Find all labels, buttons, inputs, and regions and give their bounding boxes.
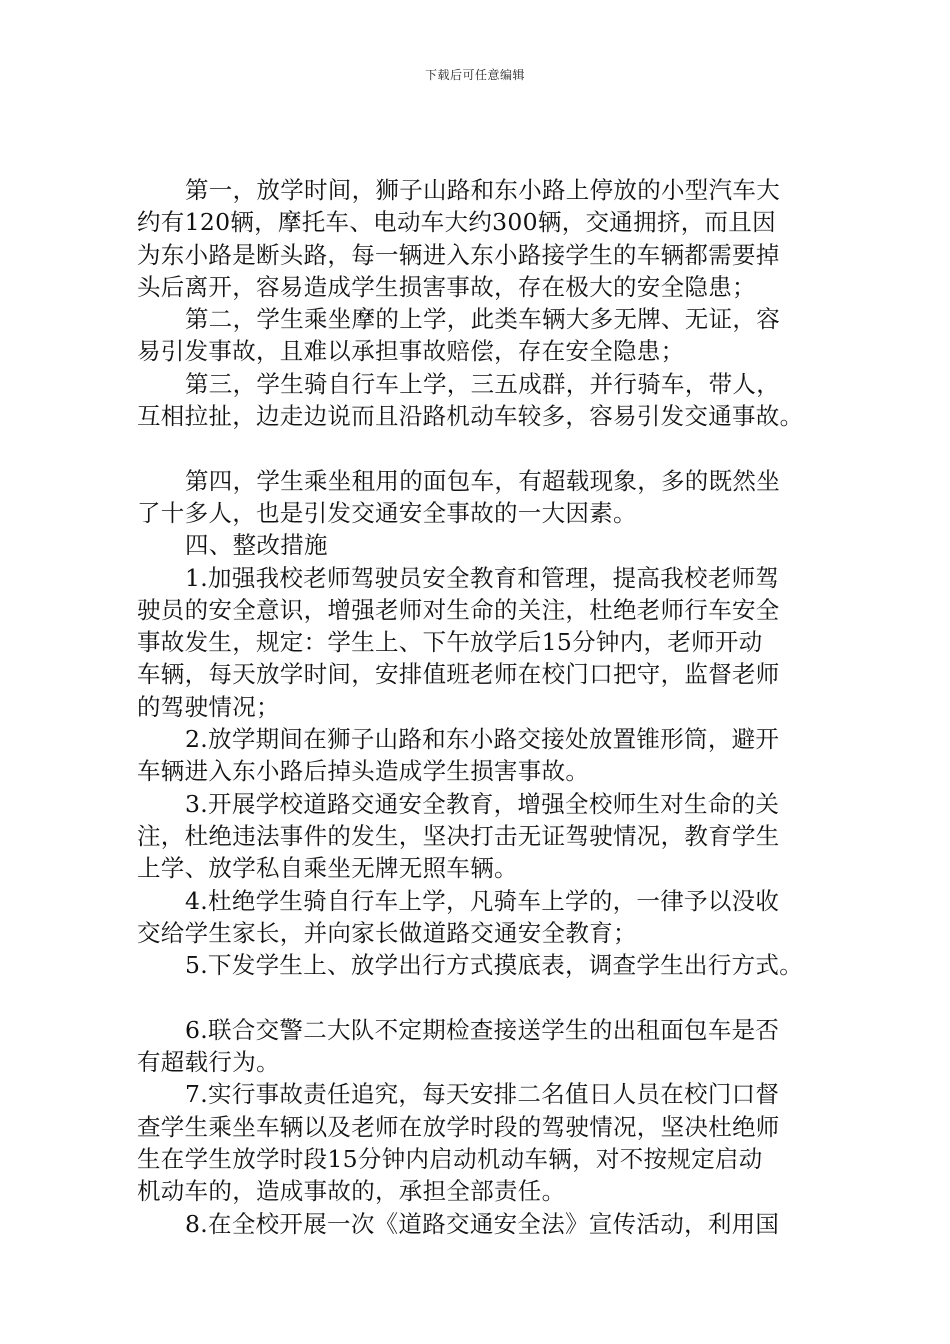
- paragraph-gap: [137, 981, 837, 1013]
- text-line: 驶员的安全意识，增强老师对生命的关注，杜绝老师行车安全: [137, 595, 780, 624]
- text-line: 第四，学生乘坐租用的面包车，有超载现象，多的既然坐: [185, 466, 780, 495]
- text-line: 第三，学生骑自行车上学，三五成群，并行骑车，带人，: [185, 369, 780, 398]
- text-line: 4.杜绝学生骑自行车上学，凡骑车上学的，一律予以没收: [185, 886, 780, 915]
- text-line: 注，杜绝违法事件的发生，坚决打击无证驾驶情况，教育学生: [137, 821, 780, 850]
- text-line: 为东小路是断头路，每一辆进入东小路接学生的车辆都需要掉: [137, 240, 780, 269]
- text-line: 易引发事故，且难以承担事故赔偿，存在安全隐患；: [137, 337, 685, 366]
- text-line: 了十多人，也是引发交通安全事故的一大因素。: [137, 498, 637, 527]
- text-line: 的驾驶情况；: [137, 692, 280, 721]
- text-line: 3.开展学校道路交通安全教育，增强全校师生对生命的关: [185, 789, 780, 818]
- text-line: 生在学生放学时段15分钟内启动机动车辆，对不按规定启动: [137, 1144, 763, 1173]
- text-line: 机动车的，造成事故的，承担全部责任。: [137, 1177, 566, 1206]
- text-line: 互相拉扯，边走边说而且沿路机动车较多，容易引发交通事故。: [137, 402, 804, 431]
- document-body: [137, 174, 837, 1240]
- text-line: 7.实行事故责任追究，每天安排二名值日人员在校门口督: [185, 1080, 780, 1109]
- text-line: 1.加强我校老师驾驶员安全教育和管理，提高我校老师驾: [185, 563, 780, 592]
- text-line: 第一，放学时间，狮子山路和东小路上停放的小型汽车大: [185, 176, 780, 204]
- text-line: 5.下发学生上、放学出行方式摸底表，调查学生出行方式。: [185, 951, 804, 980]
- text-line: 交给学生家长，并向家长做道路交通安全教育；: [137, 918, 637, 947]
- text-line: 头后离开，容易造成学生损害事故，存在极大的安全隐患；: [137, 272, 756, 301]
- text-line: 四、整改措施: [185, 531, 328, 560]
- text-line: 车辆进入东小路后掉头造成学生损害事故。: [137, 757, 590, 786]
- page-header-note: 下载后可任意编辑: [424, 68, 525, 82]
- text-line: 约有120辆，摩托车、电动车大约300辆，交通拥挤，而且因: [137, 208, 776, 237]
- text-line: 事故发生，规定：学生上、下午放学后15分钟内，老师开动: [137, 628, 763, 657]
- text-line: 车辆，每天放学时间，安排值班老师在校门口把守，监督老师: [137, 660, 780, 689]
- text-line: 8.在全校开展一次《道路交通安全法》宣传活动，利用国: [185, 1209, 780, 1238]
- paragraph-gap: [137, 432, 837, 464]
- text-line: 有超载行为。: [137, 1048, 280, 1077]
- text-line: 查学生乘坐车辆以及老师在放学时段的驾驶情况，坚决杜绝师: [137, 1112, 780, 1141]
- text-line: 上学、放学私自乘坐无牌无照车辆。: [137, 854, 518, 883]
- text-line: 6.联合交警二大队不定期检查接送学生的出租面包车是否: [185, 1015, 780, 1044]
- text-line: 2.放学期间在狮子山路和东小路交接处放置锥形筒，避开: [185, 725, 780, 754]
- text-line: 第二，学生乘坐摩的上学，此类车辆大多无牌、无证，容: [185, 305, 780, 334]
